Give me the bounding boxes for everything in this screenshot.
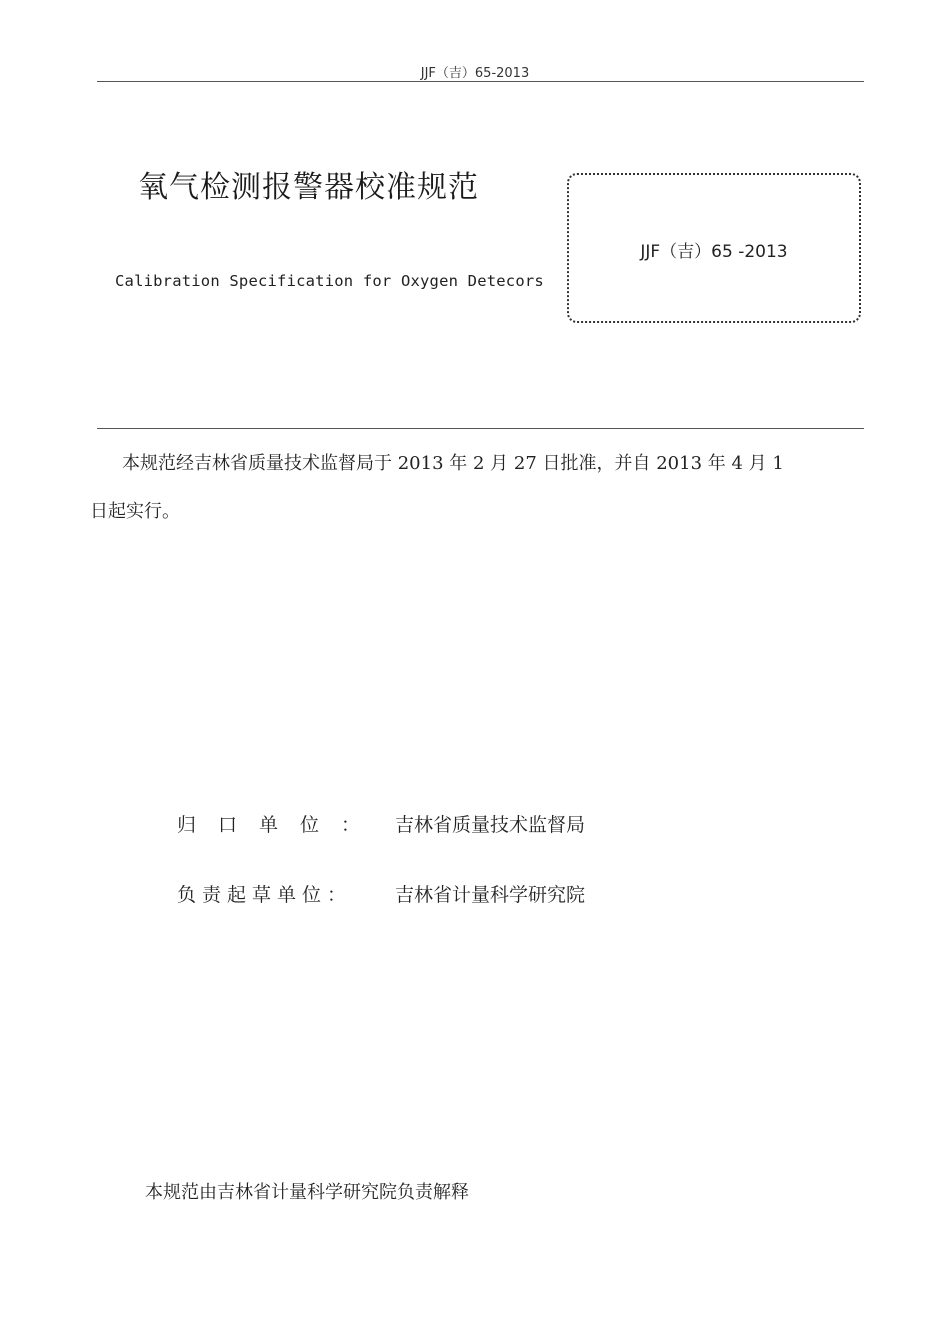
interpretation-note: 本规范由吉林省计量科学研究院负责解释	[145, 1182, 469, 1203]
approval-line-1: 本规范经吉林省质量技术监督局于 2013 年 2 月 27 日批准，并自 2013 年 4 月 1	[122, 453, 784, 474]
approval-line-2: 日起实行。	[90, 501, 180, 522]
responsible-unit-value: 吉林省质量技术监督局	[395, 814, 586, 836]
standard-code: JJF（吉）65 -2013	[640, 242, 788, 262]
document-title-chinese: 氧气检测报警器校准规范	[138, 170, 479, 205]
header-standard-code: JJF（吉）65-2013	[420, 66, 530, 81]
approval-statement	[90, 440, 890, 536]
drafting-unit-value: 吉林省计量科学研究院	[395, 884, 586, 906]
document-title-english: Calibration Specification for Oxygen Detecors	[115, 272, 544, 290]
section-rule	[97, 428, 864, 429]
drafting-unit-label: 负责起草单位：	[177, 884, 353, 906]
standard-code-box	[567, 173, 861, 323]
responsible-unit-label: 归口单位：	[177, 814, 383, 836]
header-rule	[97, 81, 864, 82]
